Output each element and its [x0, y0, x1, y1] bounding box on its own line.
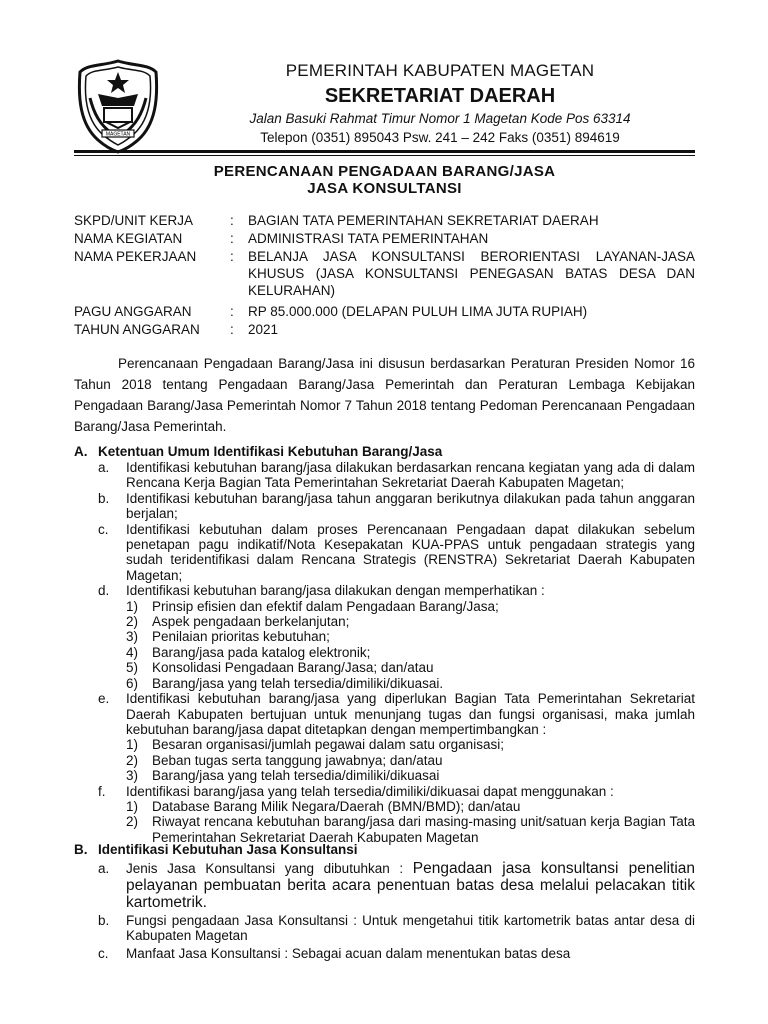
section-title: Identifikasi Kebutuhan Jasa Konsultansi — [98, 842, 358, 857]
sub-text: Barang/jasa yang telah tersedia/dimiliki/dikuasai. — [152, 675, 444, 691]
sub-text: Prinsip efisien dan efektif dalam Pengadaan Barang/Jasa; — [152, 598, 499, 614]
sub-text: Beban tugas serta tanggung jawabnya; dan/atau — [152, 752, 443, 768]
item-mark: c. — [98, 945, 109, 961]
letterhead-office: SEKRETARIAT DAERAH — [324, 85, 556, 107]
item-mark: a. — [98, 861, 110, 876]
section-mark: B. — [74, 842, 88, 857]
sub-mark: 6) — [126, 675, 139, 691]
sub-text: Riwayat rencana kebutuhan barang/jasa dari masing-masing unit/satuan kerja Bagian Tata Pemerintahan Sekretariat Daerah Kabupaten Magetan — [152, 814, 695, 845]
list-item — [74, 583, 695, 598]
item-mark: b. — [98, 913, 110, 928]
list-item — [74, 860, 695, 911]
sub-mark: 2) — [126, 814, 139, 830]
item-text: Identifikasi barang/jasa yang telah tersedia/dimiliki/dikuasai dapat menggunakan : — [126, 783, 614, 799]
list-item — [74, 946, 695, 961]
item-text: Identifikasi kebutuhan barang/jasa dilakukan berdasarkan rencana kegiatan yang ada di dalam Rencana Kerja Bagian Tata Pemerintahan Sekretariat Daerah Kabupaten Magetan; — [126, 460, 695, 491]
sub-item — [74, 660, 695, 675]
sub-mark: 1) — [126, 798, 139, 814]
item-value: Pengadaan jasa konsultansi penelitian pelayanan pembuatan berita acara penentuan batas desa melalui pelacakan titik kartometrik. — [126, 860, 695, 911]
info-colon: : — [230, 231, 234, 246]
info-colon: : — [230, 213, 234, 228]
sub-item — [74, 737, 695, 752]
sub-mark: 3) — [126, 629, 139, 645]
info-label: SKPD/UNIT KERJA — [74, 213, 194, 228]
sub-item — [74, 629, 695, 644]
emblem-label: MAGETAN — [105, 131, 131, 138]
section-title: Ketentuan Umum Identifikasi Kebutuhan Barang/Jasa — [98, 444, 443, 459]
sub-text: Konsolidasi Pengadaan Barang/Jasa; dan/atau — [152, 660, 434, 676]
info-label: NAMA KEGIATAN — [74, 231, 183, 246]
item-text: Identifikasi kebutuhan barang/jasa yang diperlukan Bagian Tata Pemerintahan Sekretariat Daerah Kabupaten bertujuan untuk menunjang tugas dan fungsi organisasi, maka jumlah kebutuhan barang/jasa dapat ditetapkan dengan mempertimbangkan : — [126, 691, 695, 737]
list-item — [74, 522, 695, 584]
info-label: TAHUN ANGGARAN — [74, 322, 200, 337]
item-mark: e. — [98, 691, 110, 707]
item-mark: b. — [98, 490, 110, 506]
sub-text: Database Barang Milik Negara/Daerah (BMN/BMD); dan/atau — [152, 798, 521, 814]
item-mark: d. — [98, 583, 110, 599]
sub-item — [74, 768, 695, 783]
letterhead — [170, 60, 710, 147]
sub-text: Penilaian prioritas kebutuhan; — [152, 629, 330, 645]
info-colon: : — [230, 249, 234, 264]
sub-item — [74, 799, 695, 814]
info-colon: : — [230, 304, 234, 319]
letterhead-phone: Telepon (0351) 895043 Psw. 241 – 242 Faks (0351) 894619 — [260, 130, 620, 145]
sub-mark: 1) — [126, 737, 139, 753]
sub-mark: 3) — [126, 768, 139, 784]
list-item — [74, 460, 695, 491]
list-item — [74, 784, 695, 799]
sub-mark: 4) — [126, 644, 139, 660]
sub-item — [74, 599, 695, 614]
info-colon: : — [230, 322, 234, 337]
info-value: RP 85.000.000 (DELAPAN PULUH LIMA JUTA RUPIAH) — [248, 304, 588, 319]
info-table — [74, 212, 695, 339]
list-item — [74, 913, 695, 944]
section-mark: A. — [74, 444, 88, 459]
section-b — [74, 841, 695, 961]
document-title-line2: JASA KONSULTANSI — [307, 180, 462, 197]
item-mark: a. — [98, 460, 110, 475]
sub-item — [74, 676, 695, 691]
info-value: BAGIAN TATA PEMERINTAHAN SEKRETARIAT DAERAH — [248, 213, 599, 228]
magetan-emblem-icon — [76, 58, 160, 154]
item-text: Fungsi pengadaan Jasa Konsultansi : Untuk mengetahui titik kartometrik batas antar desa di Kabupaten Magetan — [126, 913, 695, 944]
info-value: BELANJA JASA KONSULTANSI BERORIENTASI LAYANAN-JASA KHUSUS (JASA KONSULTANSI PENEGASAN BATAS DESA DAN KELURAHAN) — [248, 249, 695, 298]
info-row-pekerjaan — [74, 248, 695, 299]
info-value: ADMINISTRASI TATA PEMERINTAHAN — [248, 231, 489, 246]
intro-paragraph: Perencanaan Pengadaan Barang/Jasa ini disusun berdasarkan Peraturan Presiden Nomor 16 Tahun 2018 tentang Pengadaan Barang/Jasa Pemerintah dan Peraturan Lembaga Kebijakan Pengadaan Barang/Jasa Pemerintah Nomor 7 Tahun 2018 tentang Pedoman Perencanaan Pengadaan Barang/Jasa Pemerintah. — [74, 356, 695, 434]
list-item — [74, 491, 695, 522]
info-row-tahun — [74, 321, 695, 338]
item-text: Identifikasi kebutuhan barang/jasa tahun anggaran berikutnya dilakukan pada tahun anggaran berjalan; — [126, 490, 695, 522]
section-a-heading — [74, 443, 695, 460]
item-text: Identifikasi kebutuhan dalam proses Perencanaan Pengadaan dapat dilakukan sebelum penetapan pagu indikatif/Nota Kesepakatan KUA-PPAS untuk pengadaan strategis yang sudah teridentifikasi dalam Rencana Strategis (RENSTRA) Sekretariat Daerah Kabupaten Magetan; — [126, 521, 695, 583]
list-item — [74, 691, 695, 737]
letterhead-address: Jalan Basuki Rahmat Timur Nomor 1 Magetan Kode Pos 63314 — [249, 111, 631, 126]
item-label: Jenis Jasa Konsultansi yang dibutuhkan : — [126, 861, 413, 876]
section-a — [74, 443, 695, 845]
letterhead-rule-thin — [74, 155, 695, 156]
document-title-line1: PERENCANAAN PENGADAAN BARANG/JASA — [213, 163, 556, 180]
letterhead-government: PEMERINTAH KABUPATEN MAGETAN — [285, 61, 595, 80]
sub-text: Barang/jasa pada katalog elektronik; — [152, 644, 371, 660]
info-label: NAMA PEKERJAAN — [74, 249, 197, 264]
sub-mark: 2) — [126, 752, 139, 768]
section-b-heading — [74, 841, 695, 858]
sub-item — [74, 614, 695, 629]
info-row-skpd — [74, 212, 695, 229]
sub-mark: 5) — [126, 660, 139, 676]
info-label: PAGU ANGGARAN — [74, 304, 192, 319]
sub-text: Besaran organisasi/jumlah pegawai dalam satu organisasi; — [152, 737, 504, 753]
sub-mark: 2) — [126, 614, 139, 630]
item-text: Identifikasi kebutuhan barang/jasa dilakukan dengan memperhatikan : — [126, 583, 545, 599]
info-row-pagu — [74, 303, 695, 320]
sub-item — [74, 753, 695, 768]
sub-mark: 1) — [126, 598, 139, 614]
sub-item — [74, 645, 695, 660]
item-mark: f. — [98, 783, 106, 799]
document-title — [74, 163, 695, 197]
info-value: 2021 — [248, 322, 279, 337]
sub-text: Aspek pengadaan berkelanjutan; — [152, 614, 350, 630]
info-row-kegiatan — [74, 230, 695, 247]
item-mark: c. — [98, 521, 109, 537]
item-text — [126, 860, 695, 911]
sub-text: Barang/jasa yang telah tersedia/dimiliki/dikuasai — [152, 768, 440, 784]
letterhead-rule-thick — [74, 150, 695, 153]
item-text: Manfaat Jasa Konsultansi : Sebagai acuan dalam menentukan batas desa — [126, 945, 571, 961]
